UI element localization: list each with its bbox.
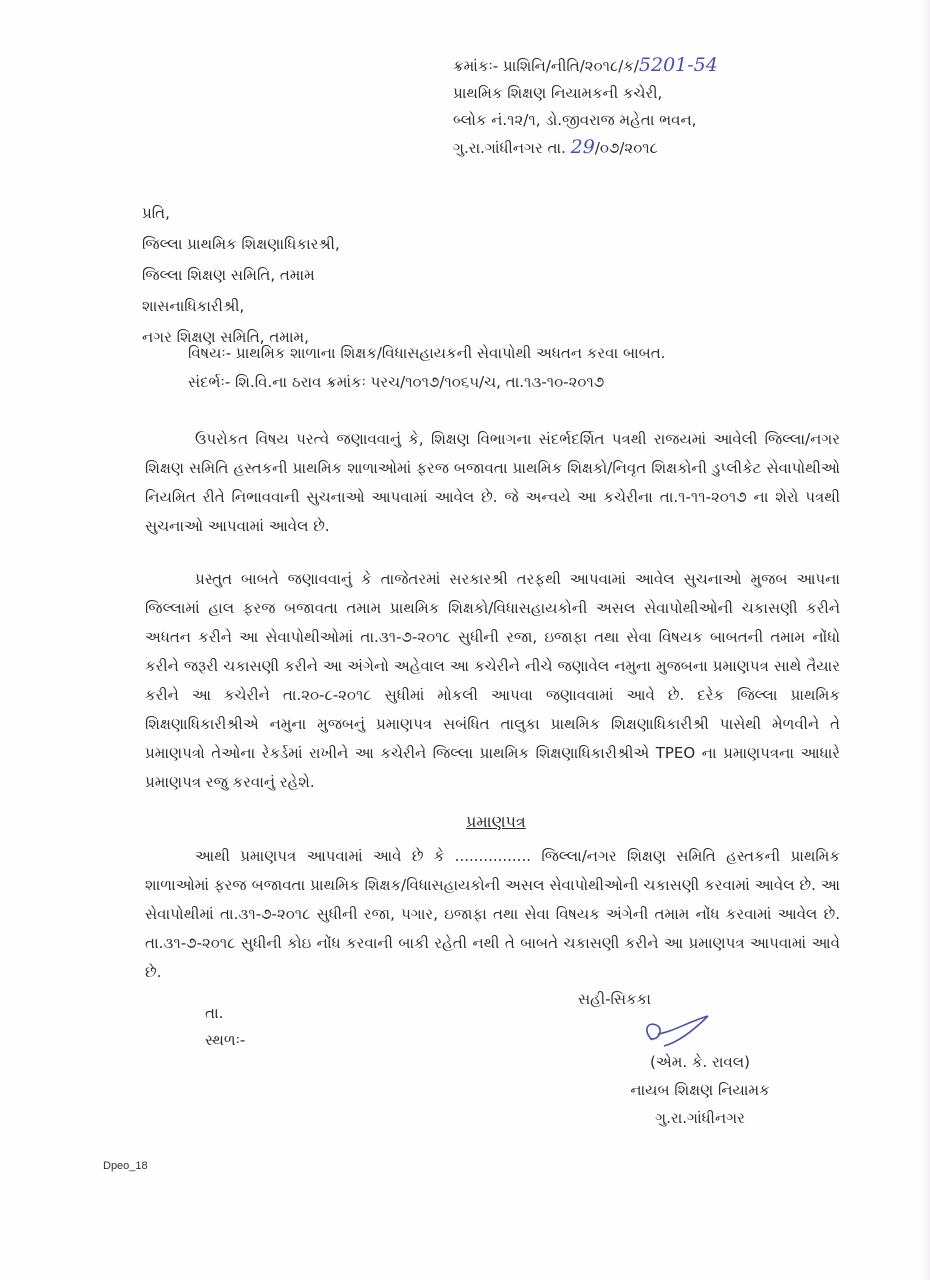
signature-stroke — [647, 1016, 708, 1046]
paragraph-1 — [145, 425, 840, 541]
paragraph-2 — [145, 565, 840, 797]
date-suffix: /૦૭/૨૦૧૮ — [594, 139, 658, 157]
recipient-line: શાસનાધિકારીશ્રી, — [142, 297, 245, 315]
recipient-line: નગર શિક્ષણ સમિતિ, તમામ, — [142, 328, 309, 346]
place-label: સ્થળઃ- — [205, 1031, 246, 1049]
recipients-block — [142, 198, 340, 353]
certificate-title: પ્રમાણપત્ર — [466, 812, 526, 831]
subject-line: વિષયઃ- પ્રાથમિક શાળાના શિક્ષક/વિધાસહાયકની સેવાપોથી અધતન કરવા બાબત. — [188, 344, 666, 362]
paragraph-1-text: ઉપરોકત વિષય પરત્વે જણાવવાનું કે, શિક્ષણ વિભાગના સંદર્ભદર્શિત પત્રથી રાજયમાં આવેલી જિલ્લા/નગર શિક્ષણ સમિતિ હસ્તકની પ્રાથમિક શાળાઓમાં ફરજ બજાવતા પ્રાથમિક શિક્ષકો/નિવૃત શિક્ષકોની ડુપ્લીકેટ સેવાપોથીઓ નિયમિત રીતે નિભાવવાની સુચનાઓ આપવામાં આવેલ છે. જે અન્વયે આ કચેરીના તા.૧-૧૧-૨૦૧૭ ના શેરો પત્રથી સુચનાઓ આપવામાં આવેલ છે. — [145, 430, 840, 535]
city-date-prefix: ગુ.રા.ગાંધીનગર તા. — [453, 139, 566, 157]
certificate-body — [145, 842, 840, 987]
date-handwritten: 29 — [570, 136, 595, 158]
signatory-block — [620, 1048, 780, 1132]
subject-block — [188, 339, 665, 397]
signatory-location: ગુ.રા.ગાંધીનગર — [655, 1109, 745, 1127]
office-name: પ્રાથમિક શિક્ષણ નિયામકની કચેરી, — [453, 84, 663, 102]
signature-label: સહી-સિકકા — [578, 990, 651, 1008]
recipient-line: જિલ્લા પ્રાથમિક શિક્ષણાધિકારશ્રી, — [142, 235, 340, 253]
reference-handwritten: 5201-54 — [638, 54, 718, 76]
city-date — [453, 134, 718, 162]
reference-number — [453, 52, 718, 80]
page-edge-shadow — [920, 0, 930, 1280]
signatory-designation: નાયબ શિક્ષણ નિયામક — [630, 1081, 770, 1099]
signatory-name: (એમ. કે. રાવલ) — [650, 1053, 750, 1071]
reference-line: સંદર્ભઃ- શિ.વિ.ના ઠરાવ ક્રમાંકઃ પરચ/૧૦૧૭/૧૦૬૫/ચ, તા.૧૩-૧૦-૨૦૧૭ — [188, 373, 605, 391]
office-address: બ્લોક નં.૧૨/૧, ડો.જીવરાજ મહેતા ભવન, — [453, 111, 697, 129]
paragraph-2-text: પ્રસ્તુત બાબતે જણાવવાનું કે તાજેતરમાં સરકારશ્રી તરફથી આપવામાં આવેલ સુચનાઓ મુજબ આપના જિલ્લામાં હાલ ફરજ બજાવતા તમામ પ્રાથમિક શિક્ષકો/વિધાસહાયકોની અસલ સેવાપોથીઓની ચકાસણી કરીને અધતન કરીને આ સેવાપોથીઓમાં તા.૩૧-૭-૨૦૧૮ સુધીની રજા, ઇજાફા તથા સેવા વિષયક બાબતની તમામ નોંધો કરીને જરૂરી ચકાસણી કરીને આ અંગેનો અહેવાલ આ કચેરીને નીચે જણાવેલ નમુના મુજબના પ્રમાણપત્ર સાથે તૈયાર કરીને આ કચેરીને તા.૨૦-૮-૨૦૧૮ સુધીમાં મોકલી આપવા જણાવવામાં આવે છે. દરેક જિલ્લા પ્રાથમિક શિક્ષણાધિકારીશ્રીએ નમુના મુજબનું પ્રમાણપત્ર સબંધિત તાલુકા પ્રાથમિક શિક્ષણાધિકારીશ્રી પાસેથી મેળવીને તે પ્રમાણપત્રો તેઓના રેકર્ડમાં રાખીને આ કચેરીને જિલ્લા પ્રાથમિક શિક્ષણાધિકારીશ્રીએ TPEO ના પ્રમાણપત્રના આધારે પ્રમાણપત્ર રજુ કરવાનું રહેશે. — [145, 570, 840, 791]
recipient-line: જિલ્લા શિક્ષણ સમિતિ, તમામ — [142, 266, 315, 284]
letter-header — [453, 52, 718, 162]
date-label: તા. — [205, 1004, 224, 1022]
date-place-block — [205, 1000, 245, 1054]
certificate-body-text: આથી પ્રમાણપત્ર આપવામાં આવે છે કે ................ જિલ્લા/નગર શિક્ષણ સમિતિ હસ્તકની પ્રાથમિક શાળાઓમાં ફરજ બજાવતા પ્રાથમિક શિક્ષક/વિધાસહાયકોની અસલ સેવાપોથીઓની ચકાસણી કરવામાં આવેલ છે. આ સેવાપોથીમાં તા.૩૧-૭-૨૦૧૮ સુધીની રજા, પગાર, ઇજાફા તથા સેવા વિષયક અંગેની તમામ નોંધ કરવામાં આવેલ છે. તા.૩૧-૭-૨૦૧૮ સુધીની કોઇ નોંધ કરવાની બાકી રહેતી નથી તે બાબતે ચકાસણી કરીને આ પ્રમાણપત્ર આપવામાં આવે છે. — [145, 847, 840, 981]
footer-code: Dpeo_18 — [103, 1160, 148, 1172]
reference-prefix: ક્રમાંકઃ- પ્રાશિનિ/નીતિ/૨૦૧૮/ક/ — [453, 57, 639, 75]
recipient-line: પ્રતિ, — [142, 204, 170, 222]
